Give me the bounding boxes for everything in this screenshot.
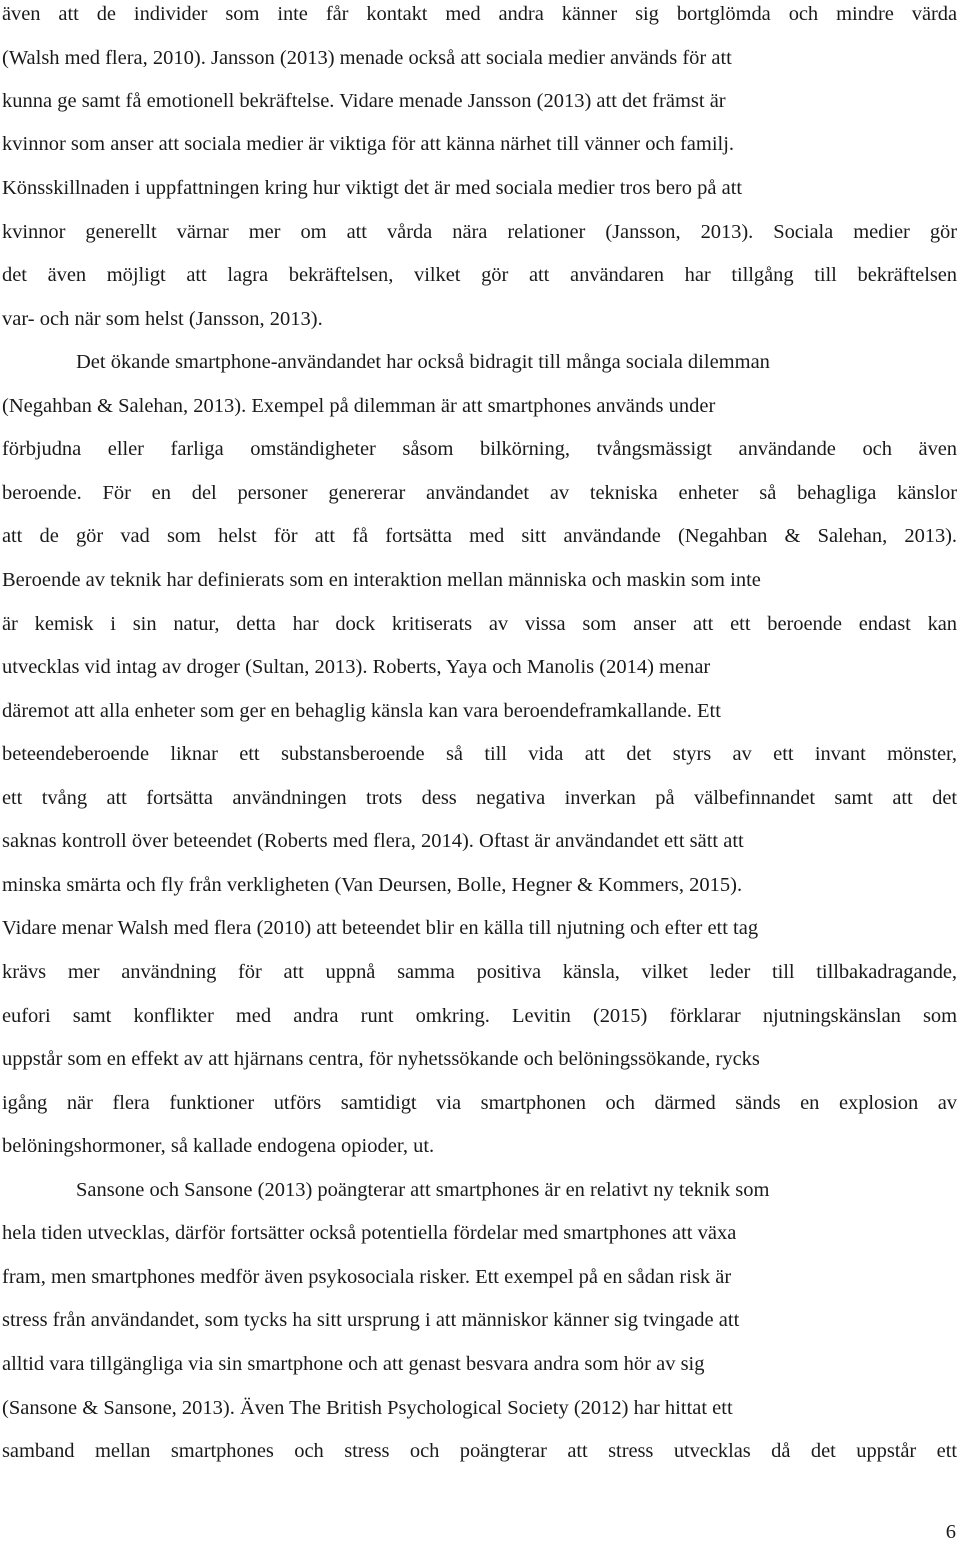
text-line: fram, men smartphones medför även psykosociala risker. Ett exempel på en sådan risk är [2, 1266, 732, 1288]
text-line: var- och när som helst (Jansson, 2013). [2, 308, 323, 330]
paragraph-start-line: Sansone och Sansone (2013) poängterar att smartphones är en relativt ny teknik som [76, 1179, 770, 1201]
text-line: kvinnor generellt värnar mer om att vårda nära relationer (Jansson, 2013). Sociala medier gör [2, 221, 957, 243]
text-line: det även möjligt att lagra bekräftelsen, vilket gör att användaren har tillgång till bekräftelsen [2, 264, 957, 286]
page-number: 6 [945, 1521, 956, 1543]
text-line: beteendeberoende liknar ett substansberoende så till vida att det styrs av ett invant mönster, [2, 743, 957, 765]
text-line: Könsskillnaden i uppfattningen kring hur viktigt det är med sociala medier tros bero på att [2, 177, 743, 199]
text-line: (Sansone & Sansone, 2013). Även The British Psychological Society (2012) har hittat ett [2, 1397, 733, 1419]
text-line: kvinnor som anser att sociala medier är viktiga för att känna närhet till vänner och familj. [2, 133, 735, 155]
text-line: utvecklas vid intag av droger (Sultan, 2013). Roberts, Yaya och Manolis (2014) menar [2, 656, 711, 678]
text-line: samband mellan smartphones och stress och poängterar att stress utvecklas då det uppstår ett [2, 1440, 957, 1462]
text-line: belöningshormoner, så kallade endogena opioder, ut. [2, 1135, 435, 1157]
text-line: minska smärta och fly från verkligheten (Van Deursen, Bolle, Hegner & Kommers, 2015). [2, 874, 743, 896]
text-line: stress från användandet, som tycks ha sitt ursprung i att människor känner sig tvingade att [2, 1309, 740, 1331]
text-line: att de gör vad som helst för att få fortsätta med sitt användande (Negahban & Salehan, 2013). [2, 525, 957, 547]
text-line: eufori samt konflikter med andra runt omkring. Levitin (2015) förklarar njutningskänslan som [2, 1005, 957, 1027]
text-line: däremot att alla enheter som ger en behaglig känsla kan vara beroendeframkallande. Ett [2, 700, 721, 722]
text-line: hela tiden utvecklas, därför fortsätter också potentiella fördelar med smartphones att växa [2, 1222, 737, 1244]
text-line: även att de individer som inte får kontakt med andra känner sig bortglömda och mindre värda [2, 3, 957, 25]
text-line: krävs mer användning för att uppnå samma positiva känsla, vilket leder till tillbakadragande, [2, 961, 957, 983]
text-line: kunna ge samt få emotionell bekräftelse. Vidare menade Jansson (2013) att det främst är [2, 90, 726, 112]
text-line: (Negahban & Salehan, 2013). Exempel på dilemman är att smartphones används under [2, 395, 716, 417]
text-line: igång när flera funktioner utförs samtidigt via smartphonen och därmed sänds en explosion av [2, 1092, 957, 1114]
text-line: uppstår som en effekt av att hjärnans centra, för nyhetssökande och belöningssökande, rycks [2, 1048, 760, 1070]
text-line: Vidare menar Walsh med flera (2010) att beteendet blir en källa till njutning och efter ett tag [2, 917, 759, 939]
paragraph-start-line: Det ökande smartphone-användandet har också bidragit till många sociala dilemman [76, 351, 770, 373]
text-line: alltid vara tillgängliga via sin smartphone och att genast besvara andra som hör av sig [2, 1353, 705, 1375]
text-line: ett tvång att fortsätta användningen trots dess negativa inverkan på välbefinnandet samt att det [2, 787, 957, 809]
text-line: förbjudna eller farliga omständigheter såsom bilkörning, tvångsmässigt användande och även [2, 438, 957, 460]
text-line: Beroende av teknik har definierats som en interaktion mellan människa och maskin som inte [2, 569, 761, 591]
text-line: saknas kontroll över beteendet (Roberts med flera, 2014). Oftast är användandet ett sätt att [2, 830, 744, 852]
text-line: (Walsh med flera, 2010). Jansson (2013) menade också att sociala medier används för att [2, 47, 732, 69]
text-line: är kemisk i sin natur, detta har dock kritiserats av vissa som anser att ett beroende endast kan [2, 613, 957, 635]
text-line: beroende. För en del personer genererar användandet av tekniska enheter så behagliga känslor [2, 482, 957, 504]
